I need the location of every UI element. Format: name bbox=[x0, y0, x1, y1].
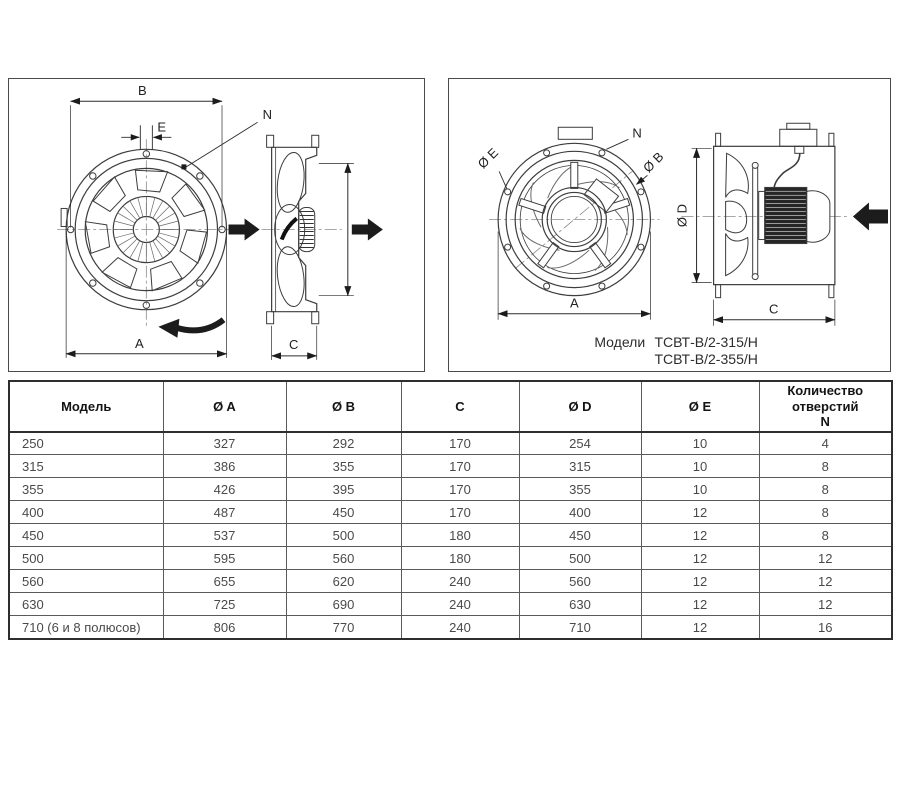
n-label: N bbox=[632, 125, 642, 141]
table-header-cell: Модель bbox=[9, 381, 163, 432]
diam-b-leader bbox=[636, 175, 647, 184]
table-cell: 595 bbox=[163, 547, 286, 570]
table-cell: 450 bbox=[9, 524, 163, 547]
table-cell: 426 bbox=[163, 478, 286, 501]
table-row bbox=[9, 501, 892, 524]
drawing-panel-left bbox=[8, 78, 425, 372]
table-cell: 806 bbox=[163, 616, 286, 639]
table-row bbox=[9, 524, 892, 547]
table-cell: 170 bbox=[401, 501, 519, 524]
dimension-e-label: E bbox=[157, 119, 167, 135]
table-cell: 487 bbox=[163, 501, 286, 524]
table-cell: 560 bbox=[519, 570, 641, 593]
table-cell: 240 bbox=[401, 593, 519, 616]
table-header-cell: Ø B bbox=[286, 381, 401, 432]
table-cell: 180 bbox=[401, 547, 519, 570]
table-cell: 12 bbox=[641, 570, 759, 593]
table-cell: 180 bbox=[401, 524, 519, 547]
dimension-c-label: C bbox=[288, 336, 299, 352]
table-row bbox=[9, 570, 892, 593]
model-name: ТСВТ-В/2-355/Н bbox=[654, 350, 758, 367]
diam-e-label: Ø E bbox=[474, 144, 502, 172]
table-cell: 500 bbox=[286, 524, 401, 547]
table-cell: 8 bbox=[759, 501, 892, 524]
table-header-cell: C bbox=[401, 381, 519, 432]
table-cell: 12 bbox=[641, 547, 759, 570]
airflow-arrow-icon bbox=[853, 202, 888, 230]
airflow-arrow-icon bbox=[229, 218, 260, 240]
junction-box bbox=[780, 123, 817, 153]
table-cell: 355 bbox=[9, 478, 163, 501]
diam-b-label: Ø B bbox=[640, 148, 667, 176]
table-cell: 16 bbox=[759, 616, 892, 639]
table-cell: 560 bbox=[286, 547, 401, 570]
table-cell: 315 bbox=[9, 455, 163, 478]
table-cell: 630 bbox=[9, 593, 163, 616]
motor-bracket bbox=[752, 162, 758, 279]
table-header-cell: Ø A bbox=[163, 381, 286, 432]
table-row bbox=[9, 455, 892, 478]
table-cell: 8 bbox=[759, 524, 892, 547]
dimension-diam-d-label: Ø D bbox=[674, 203, 690, 228]
table-header-cell: Ø E bbox=[641, 381, 759, 432]
dimension-a-label: A bbox=[569, 295, 579, 311]
table-cell: 12 bbox=[641, 524, 759, 547]
table-cell: 12 bbox=[759, 593, 892, 616]
table-row bbox=[9, 616, 892, 639]
table-header-cell: Ø D bbox=[519, 381, 641, 432]
table-cell: 395 bbox=[286, 478, 401, 501]
table-cell: 12 bbox=[641, 593, 759, 616]
table-cell: 725 bbox=[163, 593, 286, 616]
motor bbox=[759, 187, 830, 243]
table-cell: 250 bbox=[9, 432, 163, 455]
models-caption: Модели bbox=[594, 333, 646, 350]
table-cell: 620 bbox=[286, 570, 401, 593]
table-cell: 710 bbox=[519, 616, 641, 639]
airflow-arrow-icon bbox=[352, 218, 383, 240]
fan-drawing-front-and-side bbox=[9, 79, 424, 371]
n-label: N bbox=[262, 107, 273, 123]
dimension-diam-d bbox=[692, 148, 712, 282]
drawing-panel-right bbox=[448, 78, 891, 372]
table-cell: 500 bbox=[519, 547, 641, 570]
table-cell: 500 bbox=[9, 547, 163, 570]
table-cell: 710 (6 и 8 полюсов) bbox=[9, 616, 163, 639]
table-cell: 537 bbox=[163, 524, 286, 547]
table-cell: 355 bbox=[286, 455, 401, 478]
table-cell: 690 bbox=[286, 593, 401, 616]
impeller-blades bbox=[726, 153, 749, 275]
table-cell: 770 bbox=[286, 616, 401, 639]
table-row bbox=[9, 432, 892, 455]
table-cell: 254 bbox=[519, 432, 641, 455]
table-cell: 10 bbox=[641, 455, 759, 478]
dimension-c-label: C bbox=[769, 301, 779, 317]
table-cell: 560 bbox=[9, 570, 163, 593]
table-row bbox=[9, 478, 892, 501]
table-cell: 4 bbox=[759, 432, 892, 455]
table-cell: 400 bbox=[519, 501, 641, 524]
table-cell: 655 bbox=[163, 570, 286, 593]
table-cell: 12 bbox=[641, 501, 759, 524]
table-cell: 10 bbox=[641, 432, 759, 455]
table-cell: 8 bbox=[759, 478, 892, 501]
table-cell: 355 bbox=[519, 478, 641, 501]
table-cell: 240 bbox=[401, 616, 519, 639]
n-leader bbox=[606, 139, 628, 149]
dimensions-table bbox=[8, 380, 893, 640]
dimension-a-label: A bbox=[134, 335, 144, 351]
table-cell: 630 bbox=[519, 593, 641, 616]
table-cell: 12 bbox=[759, 547, 892, 570]
table-cell: 327 bbox=[163, 432, 286, 455]
table-header-cell: Количество отверстий N bbox=[759, 381, 892, 432]
table-cell: 8 bbox=[759, 455, 892, 478]
rotation-direction-arrow-icon bbox=[158, 319, 223, 338]
table-cell: 240 bbox=[401, 570, 519, 593]
model-name: ТСВТ-В/2-315/Н bbox=[654, 333, 758, 350]
dimension-b-label: B bbox=[137, 83, 147, 99]
table-cell: 450 bbox=[519, 524, 641, 547]
table-cell: 315 bbox=[519, 455, 641, 478]
table-cell: 170 bbox=[401, 478, 519, 501]
table-cell: 386 bbox=[163, 455, 286, 478]
fan-side-view-motor bbox=[714, 123, 835, 297]
table-cell: 170 bbox=[401, 432, 519, 455]
table-cell: 12 bbox=[759, 570, 892, 593]
table-row bbox=[9, 547, 892, 570]
table-cell: 450 bbox=[286, 501, 401, 524]
diam-e-leader bbox=[499, 171, 507, 189]
table-cell: 170 bbox=[401, 455, 519, 478]
table-row bbox=[9, 593, 892, 616]
fan-front-view-motor-side bbox=[498, 127, 650, 295]
table-body bbox=[9, 432, 892, 639]
table-cell: 292 bbox=[286, 432, 401, 455]
table-header-row bbox=[9, 381, 892, 432]
fan-drawing-motor-side bbox=[449, 79, 890, 371]
table-cell: 400 bbox=[9, 501, 163, 524]
table-cell: 10 bbox=[641, 478, 759, 501]
n-leader bbox=[181, 122, 257, 169]
table-cell: 12 bbox=[641, 616, 759, 639]
